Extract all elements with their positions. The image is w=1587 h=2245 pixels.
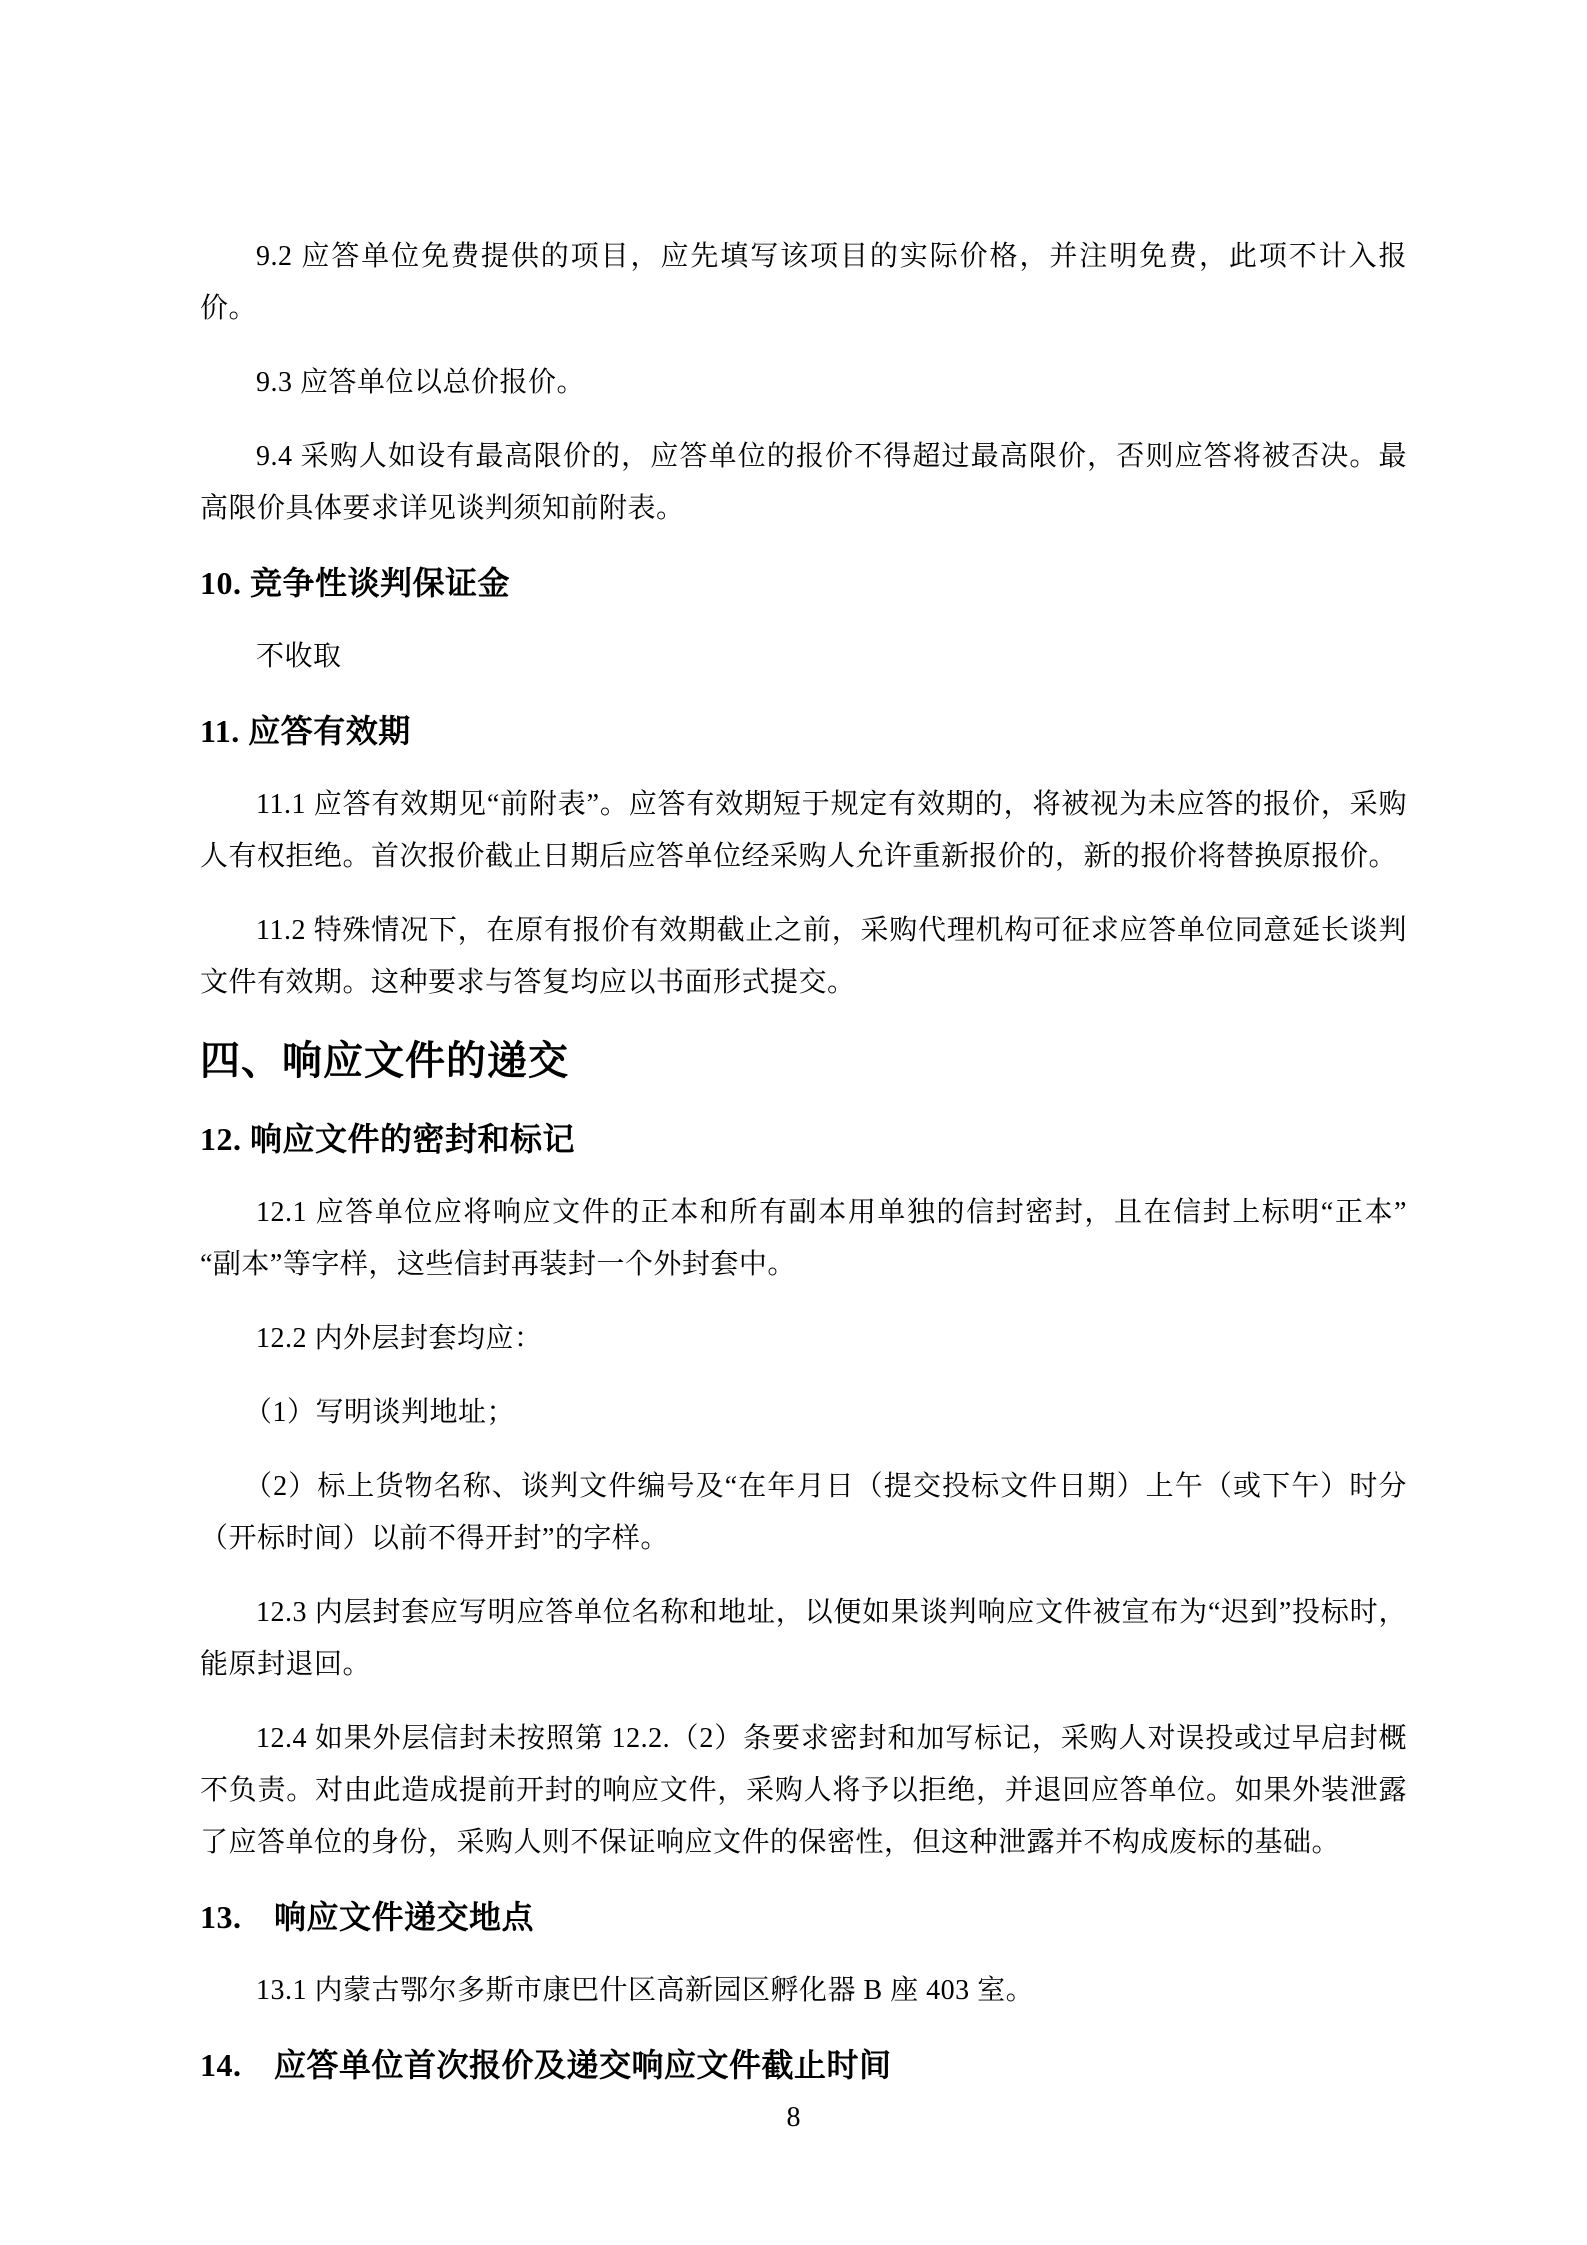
para-12-2-item-2: （2）标上货物名称、谈判文件编号及“在年月日（提交投标文件日期）上午（或下午）时分（开标时间）以前不得开封”的字样。 xyxy=(200,1471,1407,1554)
page-number: 8 xyxy=(786,2102,801,2133)
heading-10-guarantee-deposit: 10. 竞争性谈判保证金 xyxy=(200,565,511,601)
para-9-4: 9.4 采购人如设有最高限价的，应答单位的报价不得超过最高限价，否则应答将被否决。最高限价具体要求详见谈判须知前附表。 xyxy=(200,441,1407,524)
para-12-3: 12.3 内层封套应写明应答单位名称和地址，以便如果谈判响应文件被宣布为“迟到”投标时，能原封退回。 xyxy=(200,1597,1407,1680)
para-9-3: 9.3 应答单位以总价报价。 xyxy=(256,367,586,398)
para-11-2: 11.2 特殊情况下，在原有报价有效期截止之前，采购代理机构可征求应答单位同意延长谈判文件有效期。这种要求与答复均应以书面形式提交。 xyxy=(200,915,1407,998)
para-12-1: 12.1 应答单位应将响应文件的正本和所有副本用单独的信封密封，且在信封上标明“正本”“副本”等字样，这些信封再装封一个外封套中。 xyxy=(200,1197,1407,1280)
para-11-1: 11.1 应答有效期见“前附表”。应答有效期短于规定有效期的，将被视为未应答的报价，采购人有权拒绝。首次报价截止日期后应答单位经采购人允许重新报价的，新的报价将替换原报价。 xyxy=(200,789,1407,872)
para-9-2: 9.2 应答单位免费提供的项目，应先填写该项目的实际价格，并注明免费，此项不计入报价。 xyxy=(200,241,1407,324)
para-12-2-item-1: （1）写明谈判地址； xyxy=(244,1397,516,1428)
chapter-heading-4-submission: 四、响应文件的递交 xyxy=(200,1038,569,1083)
heading-12-sealing-marking: 12. 响应文件的密封和标记 xyxy=(200,1121,576,1157)
para-10-body: 不收取 xyxy=(256,641,342,672)
para-12-4: 12.4 如果外层信封未按照第 12.2.（2）条要求密封和加写标记，采购人对误投或过早启封概不负责。对由此造成提前开封的响应文件，采购人将予以拒绝，并退回应答单位。如果外装泄露了应答单位的身份，采购人则不保证响应文件的保密性，但这种泄露并不构成废标的基础。 xyxy=(200,1723,1407,1858)
heading-14-deadline: 14. 应答单位首次报价及递交响应文件截止时间 xyxy=(200,2047,892,2083)
para-12-2: 12.2 内外层封套均应： xyxy=(256,1323,543,1354)
heading-13-delivery-place: 13. 响应文件递交地点 xyxy=(200,1899,535,1935)
heading-11-validity-period: 11. 应答有效期 xyxy=(200,713,411,749)
document-content xyxy=(200,231,1407,2091)
para-13-1: 13.1 内蒙古鄂尔多斯市康巴什区高新园区孵化器 B 座 403 室。 xyxy=(256,1975,1035,2006)
